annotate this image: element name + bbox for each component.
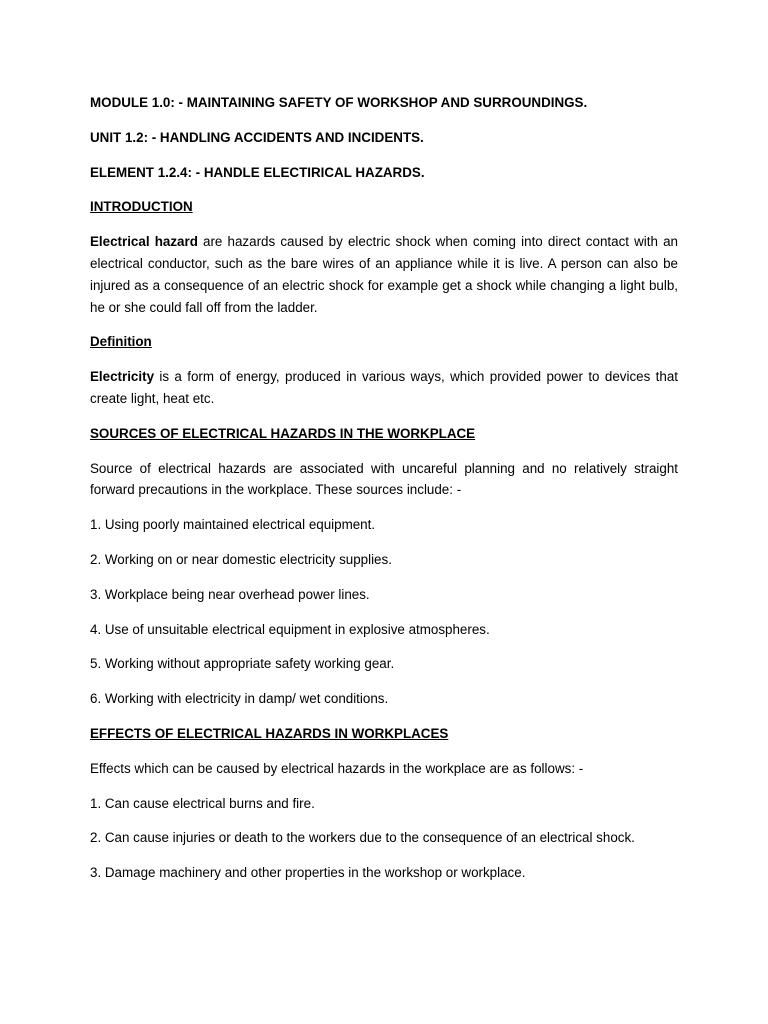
definition-text: is a form of energy, produced in various ways, which provided power to devices that create light, heat etc.: [90, 369, 678, 406]
definition-heading: Definition: [90, 334, 152, 350]
sources-item-4: 4. Use of unsuitable electrical equipment in explosive atmospheres.: [90, 621, 490, 637]
effects-item-1: 1. Can cause electrical burns and fire.: [90, 795, 315, 811]
sources-item-2: 2. Working on or near domestic electricity supplies.: [90, 551, 392, 567]
sources-item-3: 3. Workplace being near overhead power lines.: [90, 586, 370, 602]
effects-item-3: 3. Damage machinery and other properties in the workshop or workplace.: [90, 865, 526, 881]
sources-item-1: 1. Using poorly maintained electrical equipment.: [90, 517, 376, 533]
definition-paragraph: [90, 366, 678, 410]
unit-title: UNIT 1.2: - HANDLING ACCIDENTS AND INCIDENTS.: [90, 129, 424, 145]
sources-item-6: 6. Working with electricity in damp/ wet conditions.: [90, 691, 389, 707]
effects-item-2: 2. Can cause injuries or death to the workers due to the consequence of an electrical shock.: [90, 830, 635, 846]
sources-item-5: 5. Working without appropriate safety working gear.: [90, 656, 395, 672]
introduction-heading: INTRODUCTION: [90, 199, 193, 215]
effects-intro: Effects which can be caused by electrical hazards in the workplace are as follows: -: [90, 760, 584, 776]
definition-term: Electricity: [90, 369, 155, 385]
document-page: [90, 92, 678, 897]
effects-heading: EFFECTS OF ELECTRICAL HAZARDS IN WORKPLACES: [90, 725, 449, 741]
sources-heading: SOURCES OF ELECTRICAL HAZARDS IN THE WORKPLACE: [90, 425, 476, 441]
introduction-paragraph: [90, 231, 678, 318]
introduction-term: Electrical hazard: [90, 234, 198, 250]
element-title: ELEMENT 1.2.4: - HANDLE ELECTIRICAL HAZARDS.: [90, 164, 425, 180]
module-title: MODULE 1.0: - MAINTAINING SAFETY OF WORKSHOP AND SURROUNDINGS.: [90, 95, 588, 110]
sources-intro: Source of electrical hazards are associated with uncareful planning and no relatively straight forward precautions in the workplace. These sources include: -: [90, 460, 678, 498]
introduction-text: are hazards caused by electric shock when coming into direct contact with an electrical conductor, such as the bare wires of an appliance while it is live. A person can also be injured as a consequence of an electric shock for example get a shock while changing a light bulb, he or she could fall off from the ladder.: [90, 234, 679, 315]
